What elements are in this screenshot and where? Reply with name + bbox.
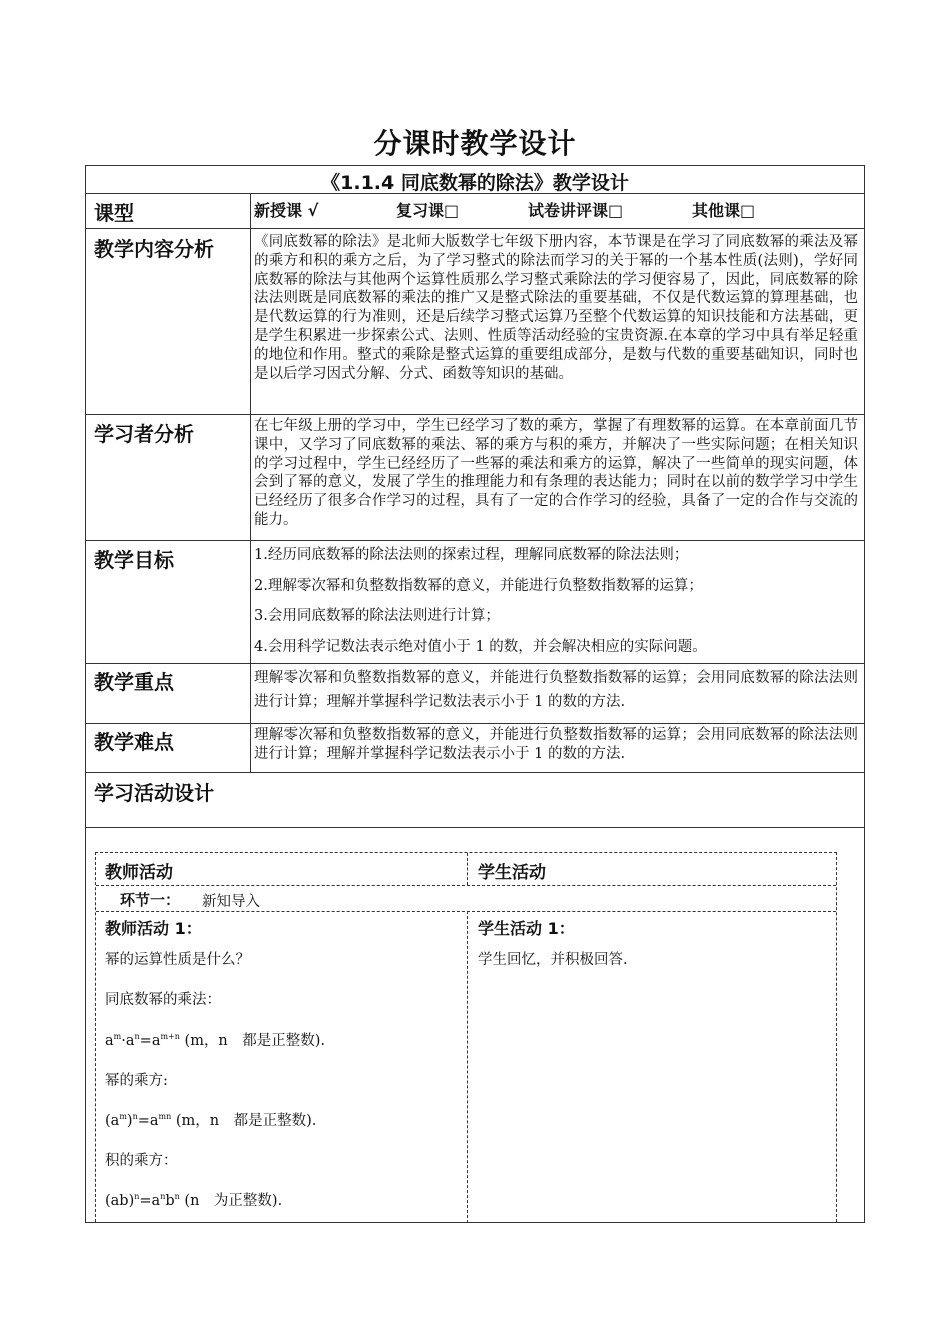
lesson-subtitle: 《1.1.4 同底数幂的除法》教学设计	[321, 172, 629, 194]
content-analysis-label: 教学内容分析	[94, 237, 214, 261]
page-title: 分课时教学设计	[373, 127, 577, 160]
objective-item: 3.会用同底数幂的除法法则进行计算；	[254, 608, 500, 624]
objective-item: 2.理解零次幂和负整数指数幂的意义，并能进行负整数指数幂的运算；	[254, 578, 703, 594]
lesson-design-table	[85, 165, 865, 1223]
activity-column-divider	[467, 911, 468, 1223]
objective-item: 1.经历同底数幂的除法法则的探索过程，理解同底数幂的除法法则；	[254, 547, 689, 563]
lesson-type-other: 其他课□	[692, 201, 756, 220]
row-divider	[86, 663, 864, 664]
content-analysis-text: 《同底数幂的除法》是北师大版数学七年级下册内容，本节课是在学习了同底数幂的乘法及幂的乘方和积的乘方之后，为了学习整式的除法而学习的关于幂的一个基本性质(法则)，学好同底数幂的除法与其他两个运算性质那么学习整式乘除法的学习便容易了，因此，同底数幂的除法法则既是同底数幂的乘法的推广又是整式除法的重要基础，不仅是代数运算的算理基础，也是代数运算的行为准则，还是后续学习整式运算乃至整个代数运算的知识技能和方法基础，更是学生积累进一步探索公式、法则、性质等活动经验的宝贵资源.在本章的学习中具有举足轻重的地位和作用。整式的乘除是整式运算的重要组成部分，是数与代数的重要基础知识，同时也是以后学习因式分解、分式、函数等知识的基础。	[254, 234, 858, 382]
learner-analysis-label: 学习者分析	[94, 422, 194, 446]
key-points-text: 理解零次幂和负整数指数幂的意义，并能进行负整数指数幂的运算；会用同底数幂的除法法则进行计算；理解并掌握科学记数法表示小于 1 的数的方法.	[254, 670, 858, 710]
rule2-formula: $(a^m)^n=a^{mn}$ (m，n 都是正整数).	[105, 1112, 317, 1129]
row-divider	[86, 228, 864, 229]
teacher-activity-title: 教师活动 1：	[105, 919, 202, 938]
activity-divider	[96, 911, 836, 912]
row-divider	[86, 772, 864, 773]
learner-analysis-text: 在七年级上册的学习中，学生已经学习了数的乘方，掌握了有理数幂的运算。在本章前面几节课中，又学习了同底数幂的乘法、幂的乘方与积的乘方，并解决了一些实际问题；在相关知识的学习过程中，学生已经经历了一些幂的乘法和乘方的运算，解决了一些简单的现实问题，体会到了幂的意义，发展了学生的推理能力和有条理的表达能力；同时在以前的数学学习中学生已经经历了很多合作学习的过程，具有了一定的合作学习的经验，具备了一定的合作与交流的能力。	[254, 418, 858, 528]
rule1-formula: $a^m\cdot a^n=a^{m+n}$ (m，n 都是正整数).	[105, 1032, 326, 1049]
rule1-title: 同底数幂的乘法：	[105, 992, 221, 1008]
teacher-activity-header: 教师活动	[105, 863, 173, 883]
rule3-title: 积的乘方：	[105, 1153, 178, 1169]
objectives-label: 教学目标	[94, 548, 174, 572]
teacher-question: 幂的运算性质是什么？	[105, 952, 250, 968]
difficulties-label: 教学难点	[94, 730, 174, 754]
student-activity-title: 学生活动 1：	[478, 919, 575, 938]
column-divider	[250, 193, 251, 772]
student-activity-header: 学生活动	[478, 863, 546, 883]
activity-divider	[96, 885, 836, 886]
rule2-title: 幂的乘方:	[105, 1073, 168, 1089]
key-points-label: 教学重点	[94, 670, 174, 694]
difficulties-text: 理解零次幂和负整数指数幂的意义，并能进行负整数指数幂的运算；会用同底数幂的除法法则进行计算；理解并掌握科学记数法表示小于 1 的数的方法.	[254, 727, 858, 762]
row-divider	[86, 827, 864, 828]
lesson-type-new: 新授课 √	[254, 201, 319, 220]
row-divider	[86, 193, 864, 194]
student-response: 学生回忆，并积极回答.	[478, 952, 628, 968]
activity-column-divider	[467, 853, 468, 885]
lesson-type-exam-review: 试卷讲评课□	[528, 201, 624, 220]
section-label: 环节一：	[120, 891, 181, 909]
lesson-type-review: 复习课□	[396, 201, 460, 220]
section-name: 新知导入	[202, 894, 260, 910]
lesson-type-label: 课型	[94, 201, 134, 225]
activity-design-label: 学习活动设计	[94, 781, 214, 805]
rule3-formula: $(ab)^n=a^nb^n$ (n 为正整数).	[105, 1192, 283, 1209]
objective-item: 4.会用科学记数法表示绝对值小于 1 的数，并会解决相应的实际问题。	[254, 639, 707, 655]
row-divider	[86, 414, 864, 415]
row-divider	[86, 723, 864, 724]
row-divider	[86, 540, 864, 541]
activity-table	[95, 852, 837, 1222]
